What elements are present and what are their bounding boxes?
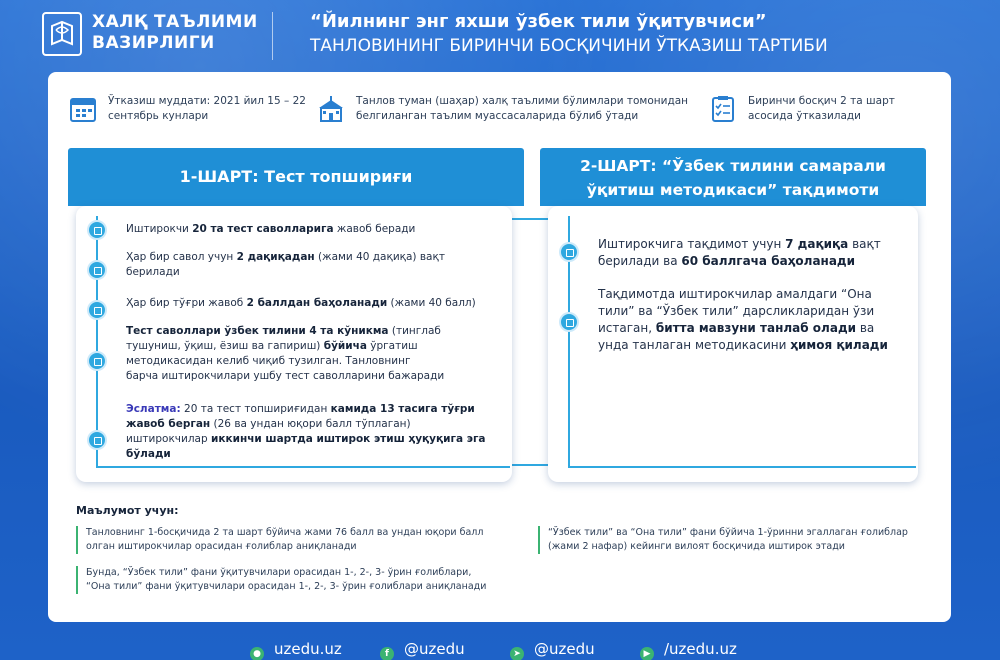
info-row <box>68 90 928 134</box>
text: берилади ва <box>598 254 682 268</box>
text: методикасидан келиб чиқиб тузилган. Танловнинг <box>126 355 411 367</box>
ministry-name-line2: ВАЗИРЛИГИ <box>92 33 215 53</box>
footer-label: @uzedu <box>534 640 595 658</box>
reference-title: Маълумот учун: <box>76 504 179 517</box>
condition2-panel <box>548 206 918 482</box>
condition1-item-1 <box>126 222 506 237</box>
check-icon <box>87 260 107 280</box>
page-header <box>40 10 960 66</box>
youtube-icon: ▶ <box>640 647 654 660</box>
info-conditions-line1: Биринчи босқич 2 та шарт <box>748 95 895 107</box>
text-bold: битта мавзуни танлаб олади <box>655 321 857 335</box>
text: ўргатиш <box>366 340 418 352</box>
school-icon <box>316 94 346 124</box>
timeline-line <box>96 216 98 466</box>
info-venue-line1: Танлов туман (шаҳар) халқ таълими бўлимлари томонидан <box>356 95 689 107</box>
text: “Она тили” фани ўқитувчилари орасидан 1-, 2-, 3- ўрин ғолиблари аниқланади <box>86 581 487 592</box>
ministry-name-line1: ХАЛҚ ТАЪЛИМИ <box>92 12 258 32</box>
checklist-icon <box>708 94 738 124</box>
text-bold: 7 дақиқа <box>785 237 849 251</box>
text: жавоб беради <box>333 223 416 235</box>
text-bold: Тест саволлари ўзбек тилини 4 та кўникма <box>126 325 389 337</box>
condition2-title-line2: ўқитиш методикаси” тақдимоти <box>586 181 880 199</box>
text: (тинглаб <box>388 325 441 337</box>
info-venue-line2: белгиланган таълим муассасаларида бўлиб ўтади <box>356 110 639 122</box>
text-bold: 2 дақиқадан <box>236 251 315 263</box>
social-footer <box>240 636 800 660</box>
text: ва <box>856 321 875 335</box>
text: (жами 2 нафар) кейинги вилоят босқичида иштирок этади <box>548 541 845 552</box>
footer-label: uzedu.uz <box>274 640 342 658</box>
condition2-item-1 <box>598 236 908 270</box>
condition2-title-line1: 2-ШАРТ: “Ўзбек тилини самарали <box>580 157 886 175</box>
main-card <box>48 72 951 622</box>
footer-telegram-link[interactable] <box>510 640 595 660</box>
footer-label: /uzedu.uz <box>664 640 737 658</box>
condition1-item-4 <box>126 324 506 384</box>
check-icon <box>87 430 107 450</box>
text: тили” ва “Ўзбек тили” дарсликларидан ўзи <box>598 304 875 318</box>
text: Танловнинг 1-босқичида 2 та шарт бўйича жами 76 балл ва ундан юқори балл <box>86 527 484 538</box>
text: Бунда, “Ўзбек тили” фани ўқитувчилари орасидан 1-, 2-, 3- ўрин ғолиблари, <box>86 567 472 578</box>
reference-note-2 <box>76 566 516 594</box>
text-bold: бўлади <box>126 448 171 460</box>
text-bold: 20 та тест саволларига <box>192 223 334 235</box>
info-conditions <box>708 90 928 134</box>
condition2-item-2 <box>598 286 908 354</box>
text: истаган, <box>598 321 656 335</box>
info-dates <box>68 90 308 134</box>
text: (жами 40 балл) <box>387 297 476 309</box>
check-icon <box>87 220 107 240</box>
info-dates-line2: сентябрь кунлари <box>108 110 209 122</box>
footer-facebook-link[interactable] <box>380 640 465 660</box>
info-dates-line1: Ўтказиш муддати: 2021 йил 15 – 22 <box>108 95 306 107</box>
text: олган иштирокчилар орасидан ғолиблар аниқланади <box>86 541 357 552</box>
condition1-panel <box>76 206 512 482</box>
condition2-header <box>540 148 926 206</box>
condition1-item-3 <box>126 296 506 311</box>
text: (жами 40 дақиқа) вақт <box>314 251 445 263</box>
check-icon <box>559 312 579 332</box>
ministry-logo-icon <box>42 12 82 56</box>
text-bold: ҳимоя қилади <box>790 338 888 352</box>
text: “Ўзбек тили” ва “Она тили” фани бўйича 1-ўринни эгаллаган ғолиблар <box>548 527 908 538</box>
calendar-icon <box>68 94 98 124</box>
facebook-icon: f <box>380 647 394 660</box>
footer-youtube-link[interactable] <box>640 640 737 660</box>
info-conditions-line2: асосида ўтказилади <box>748 110 862 122</box>
text: Тақдимотда иштирокчилар амалдаги “Она <box>598 287 872 301</box>
check-icon <box>87 351 107 371</box>
text-bold: иккинчи шартда иштирок этиш ҳуқуқига эга <box>210 433 486 445</box>
reference-note-1 <box>76 526 516 554</box>
text: барча иштирокчилари ушбу тест саволларини бажаради <box>126 370 445 382</box>
text: (26 ва ундан юқори балл тўплаган) <box>210 418 411 430</box>
globe-icon: ● <box>250 647 264 660</box>
condition1-title: 1-ШАРТ: Тест топшириғи <box>179 167 413 186</box>
ministry-name <box>92 12 258 54</box>
page-title <box>310 10 828 58</box>
text: Иштирокчига тақдимот учун <box>598 237 786 251</box>
text-bold: жавоб берган <box>126 418 211 430</box>
text-bold: бўйича <box>323 340 367 352</box>
timeline-base-line <box>96 466 510 468</box>
info-venue <box>316 90 696 134</box>
telegram-icon: ➤ <box>510 647 524 660</box>
text: Иштирокчи <box>126 223 193 235</box>
text: вақт <box>848 237 881 251</box>
check-icon <box>559 242 579 262</box>
check-icon <box>87 300 107 320</box>
page-title-line1: “Йилнинг энг яхши ўзбек тили ўқитувчиси” <box>310 11 767 32</box>
condition1-item-5 <box>126 402 506 462</box>
condition1-header <box>68 148 524 206</box>
text: иштирокчилар <box>126 433 211 445</box>
text: тушуниш, ўқиш, ёзиш ва гапириш) <box>126 340 324 352</box>
footer-label: @uzedu <box>404 640 465 658</box>
page-title-line2: ТАНЛОВИНИНГ БИРИНЧИ БОСҚИЧИНИ ЎТКАЗИШ ТАРТИБИ <box>310 36 828 56</box>
note-label: Эслатма: <box>126 403 181 415</box>
text: берилади <box>126 266 180 278</box>
header-divider <box>272 12 273 60</box>
text-bold: камида 13 тасига тўғри <box>330 403 475 415</box>
text: Ҳар бир тўғри жавоб <box>126 297 247 309</box>
condition1-item-2 <box>126 250 506 280</box>
text: унда танлаган методикасини <box>598 338 791 352</box>
text-bold: 60 баллгача баҳоланади <box>681 254 856 268</box>
text: 20 та тест топшириғидан <box>180 403 331 415</box>
reference-note-3 <box>538 526 928 554</box>
timeline-base-line <box>568 466 916 468</box>
text: Ҳар бир савол учун <box>126 251 237 263</box>
footer-website-link[interactable] <box>250 640 342 660</box>
text-bold: 2 баллдан баҳоланади <box>246 297 388 309</box>
